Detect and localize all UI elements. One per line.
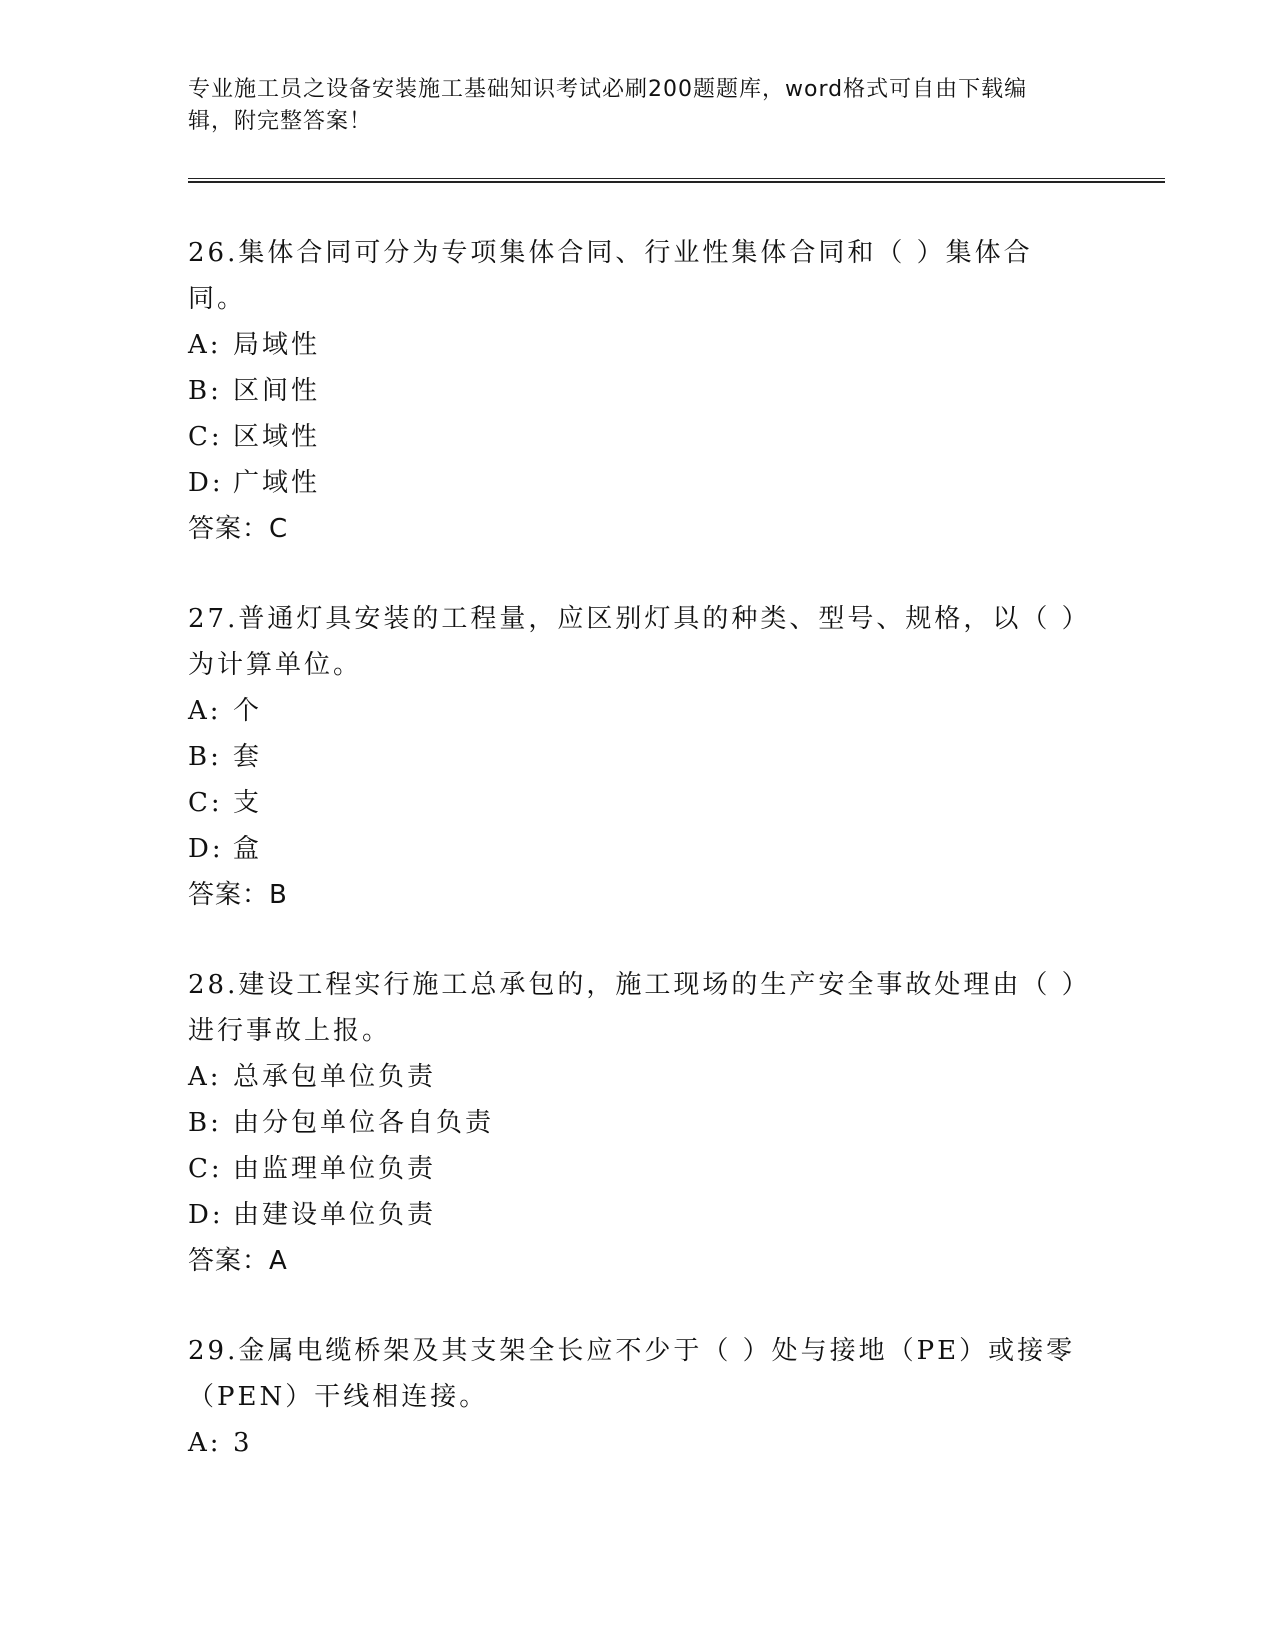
option-text: 3	[233, 1428, 253, 1458]
option-d	[188, 1192, 1088, 1238]
option-text: 局域性	[233, 330, 321, 360]
option-text: 区域性	[233, 422, 321, 452]
option-b	[188, 368, 1088, 414]
option-letter: A:	[188, 696, 222, 726]
option-c	[188, 780, 1088, 826]
answer-line: 答案：C	[188, 514, 289, 544]
option-letter: D:	[188, 834, 224, 864]
option-text: 总承包单位负责	[233, 1062, 437, 1092]
option-text: 盒	[233, 834, 263, 864]
option-text: 由监理单位负责	[233, 1154, 437, 1184]
option-text: 区间性	[233, 376, 321, 406]
option-letter: B:	[188, 742, 222, 772]
question-stem: 28.建设工程实行施工总承包的，施工现场的生产安全事故处理由（ ）进行事故上报。	[188, 970, 1078, 1046]
option-letter: D:	[188, 1200, 224, 1230]
option-text: 个	[233, 696, 263, 726]
option-letter: A:	[188, 1062, 222, 1092]
option-b	[188, 1100, 1088, 1146]
option-letter: A:	[188, 330, 222, 360]
option-text: 套	[233, 742, 263, 772]
option-d	[188, 826, 1088, 872]
option-c	[188, 414, 1088, 460]
option-a	[188, 1420, 1088, 1466]
option-letter: A:	[188, 1428, 222, 1458]
option-a	[188, 1054, 1088, 1100]
question-stem: 26.集体合同可分为专项集体合同、行业性集体合同和（ ）集体合同。	[188, 238, 1033, 314]
option-a	[188, 322, 1088, 368]
option-c	[188, 1146, 1088, 1192]
question-26	[188, 230, 1088, 552]
question-28	[188, 962, 1088, 1284]
question-stem: 27.普通灯具安装的工程量，应区别灯具的种类、型号、规格，以（ ）为计算单位。	[188, 604, 1078, 680]
option-a	[188, 688, 1088, 734]
option-letter: B:	[188, 376, 222, 406]
header-divider	[188, 178, 1165, 183]
option-text: 广域性	[233, 468, 321, 498]
option-b	[188, 734, 1088, 780]
option-d	[188, 460, 1088, 506]
option-letter: C:	[188, 1154, 223, 1184]
question-list	[188, 230, 1088, 1510]
option-letter: C:	[188, 788, 223, 818]
question-27	[188, 596, 1088, 918]
option-letter: C:	[188, 422, 223, 452]
option-text: 由建设单位负责	[233, 1200, 437, 1230]
document-header-title: 专业施工员之设备安装施工基础知识考试必刷200题题库，word格式可自由下载编辑，附完整答案！	[188, 77, 1028, 134]
option-letter: B:	[188, 1108, 222, 1138]
option-text: 由分包单位各自负责	[233, 1108, 495, 1138]
question-stem: 29.金属电缆桥架及其支架全长应不少于（ ）处与接地（PE）或接零（PEN）干线相连接。	[188, 1336, 1076, 1412]
answer-line: 答案：A	[188, 1246, 288, 1276]
option-letter: D:	[188, 468, 224, 498]
option-text: 支	[233, 788, 263, 818]
answer-line: 答案：B	[188, 880, 288, 910]
question-29	[188, 1328, 1088, 1466]
